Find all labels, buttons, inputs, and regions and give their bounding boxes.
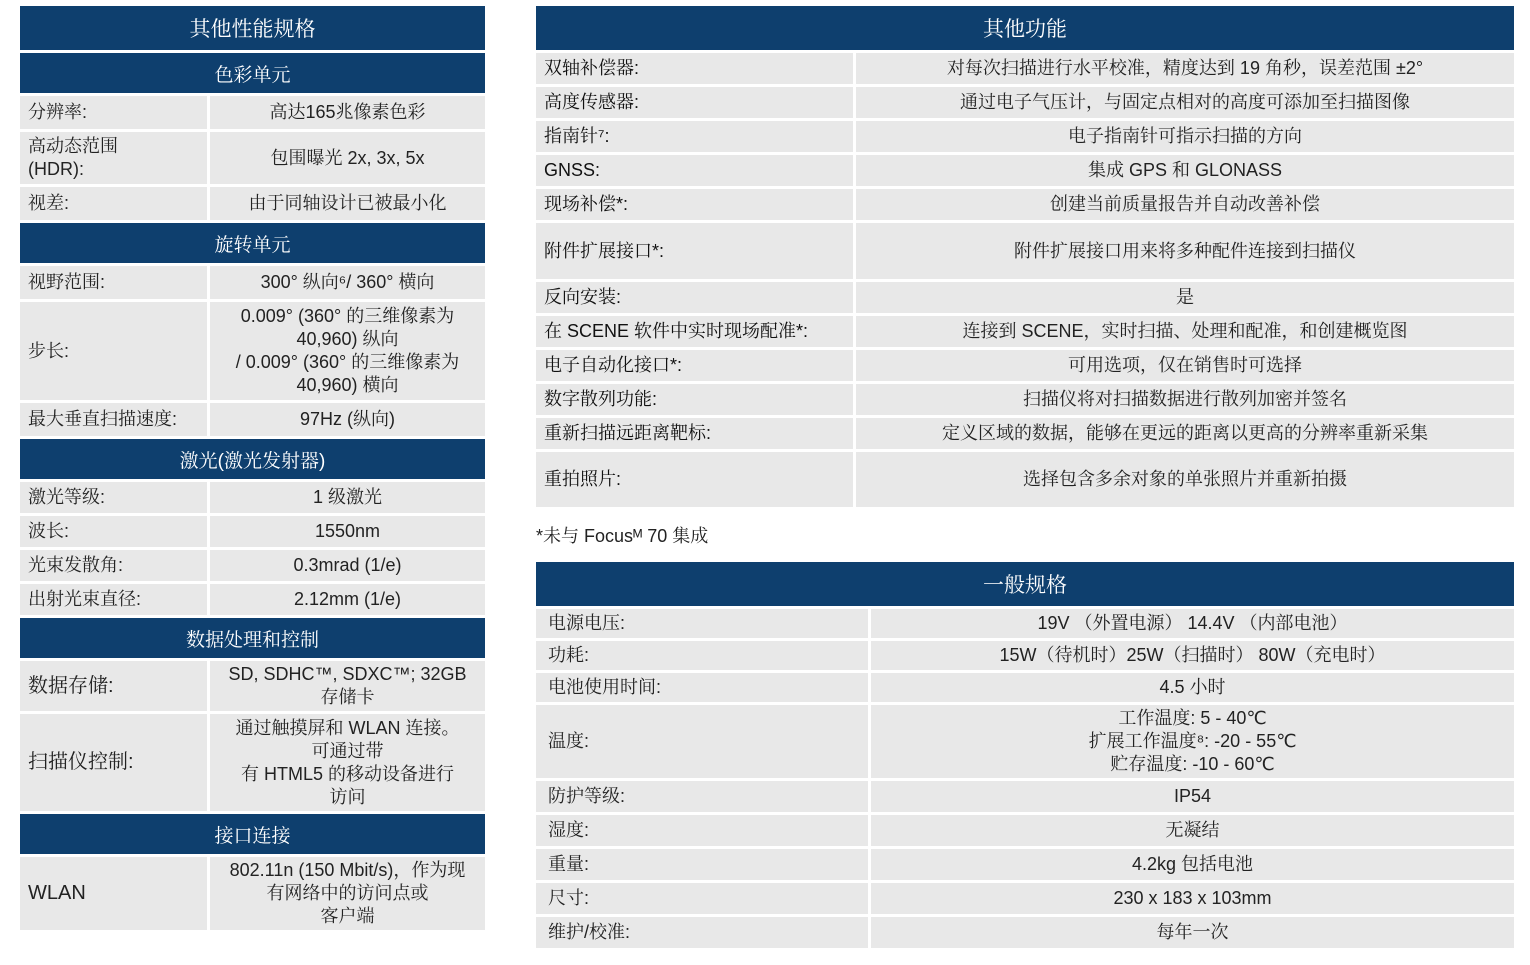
spec-row	[20, 513, 485, 547]
spec-row	[536, 347, 1514, 381]
spec-row	[536, 50, 1514, 84]
footnote: *未与 Focusᴹ 70 集成	[536, 526, 709, 546]
spec-row	[20, 479, 485, 513]
spec-row	[536, 846, 1514, 880]
spec-value: 1 级激光	[210, 482, 485, 513]
spec-label: 尺寸:	[536, 883, 868, 914]
spec-row	[536, 880, 1514, 914]
spec-label: GNSS:	[536, 155, 853, 186]
spec-value: 包围曝光 2x, 3x, 5x	[210, 132, 485, 184]
section-header: 数据处理和控制	[20, 615, 485, 658]
spec-value: 1550nm	[210, 516, 485, 547]
spec-row	[536, 702, 1514, 778]
spec-label: 重拍照片:	[536, 452, 853, 507]
spec-row	[20, 400, 485, 436]
spec-row	[20, 854, 485, 930]
spec-value: 创建当前质量报告并自动改善补偿	[856, 189, 1514, 220]
spec-value: 300° 纵向⁶/ 360° 横向	[210, 266, 485, 299]
spec-value: 15W（待机时）25W（扫描时） 80W（充电时）	[871, 641, 1514, 670]
spec-value: 由于同轴设计已被最小化	[210, 187, 485, 220]
spec-value: IP54	[871, 781, 1514, 812]
spec-label: 数据存储:	[20, 661, 207, 711]
general-specs-body	[536, 606, 1514, 948]
spec-row	[536, 118, 1514, 152]
spec-row	[20, 581, 485, 615]
general-specs-panel	[536, 562, 1514, 948]
spec-label: 电池使用时间:	[536, 673, 868, 702]
spec-label: 光束发散角:	[20, 550, 207, 581]
spec-label: 最大垂直扫描速度:	[20, 403, 207, 436]
other-features-panel	[536, 6, 1514, 507]
spec-value: 通过电子气压计，与固定点相对的高度可添加至扫描图像	[856, 87, 1514, 118]
spec-label: 视差:	[20, 187, 207, 220]
spec-value: 每年一次	[871, 917, 1514, 948]
spec-label: 双轴补偿器:	[536, 53, 853, 84]
spec-label: 分辨率:	[20, 96, 207, 129]
spec-row	[536, 152, 1514, 186]
general-specs-title: 一般规格	[536, 562, 1514, 606]
spec-row	[536, 186, 1514, 220]
spec-label: 防护等级:	[536, 781, 868, 812]
spec-label: 扫描仪控制:	[20, 714, 207, 811]
spec-value: 定义区域的数据，能够在更远的距离以更高的分辨率重新采集	[856, 418, 1514, 449]
spec-label: 出射光束直径:	[20, 584, 207, 615]
spec-label: 湿度:	[536, 815, 868, 846]
spec-row	[536, 670, 1514, 702]
spec-row	[20, 658, 485, 711]
spec-label: 数字散列功能:	[536, 384, 853, 415]
spec-row	[536, 914, 1514, 948]
spec-label: 温度:	[536, 705, 868, 778]
spec-value: 0.3mrad (1/e)	[210, 550, 485, 581]
spec-value: 0.009° (360° 的三维像素为 40,960) 纵向 / 0.009° (360° 的三维像素为 40,960) 横向	[210, 302, 485, 400]
spec-value: 4.2kg 包括电池	[871, 849, 1514, 880]
spec-label: 附件扩展接口*:	[536, 223, 853, 279]
spec-value: 对每次扫描进行水平校准，精度达到 19 角秒，误差范围 ±2°	[856, 53, 1514, 84]
other-features-title: 其他功能	[536, 6, 1514, 50]
spec-row	[20, 184, 485, 220]
spec-label: 视野范围:	[20, 266, 207, 299]
spec-row	[20, 299, 485, 400]
spec-value: 集成 GPS 和 GLONASS	[856, 155, 1514, 186]
spec-row	[536, 606, 1514, 638]
spec-row	[20, 711, 485, 811]
spec-label: 激光等级:	[20, 482, 207, 513]
spec-value: 无凝结	[871, 815, 1514, 846]
spec-value: 选择包含多余对象的单张照片并重新拍摄	[856, 452, 1514, 507]
section-header: 旋转单元	[20, 220, 485, 263]
spec-value: 19V （外置电源） 14.4V （内部电池）	[871, 609, 1514, 638]
spec-label: 高动态范围 (HDR):	[20, 132, 207, 184]
spec-value: 是	[856, 282, 1514, 313]
spec-row	[536, 449, 1514, 507]
spec-value: 230 x 183 x 103mm	[871, 883, 1514, 914]
spec-value: 电子指南针可指示扫描的方向	[856, 121, 1514, 152]
spec-value: 4.5 小时	[871, 673, 1514, 702]
other-features-body	[536, 50, 1514, 507]
spec-label: 电子自动化接口*:	[536, 350, 853, 381]
performance-specs-body	[20, 50, 485, 930]
spec-label: 步长:	[20, 302, 207, 400]
spec-label: 维护/校准:	[536, 917, 868, 948]
spec-row	[536, 313, 1514, 347]
spec-label: 电源电压:	[536, 609, 868, 638]
spec-row	[536, 220, 1514, 279]
spec-value: 附件扩展接口用来将多种配件连接到扫描仪	[856, 223, 1514, 279]
section-header: 激光(激光发射器)	[20, 436, 485, 479]
spec-label: 反向安装:	[536, 282, 853, 313]
spec-value: 802.11n (150 Mbit/s)，作为现 有网络中的访问点或 客户端	[210, 857, 485, 930]
spec-label: WLAN	[20, 857, 207, 930]
spec-label: 波长:	[20, 516, 207, 547]
spec-value: 高达165兆像素色彩	[210, 96, 485, 129]
spec-row	[20, 93, 485, 129]
spec-row	[536, 381, 1514, 415]
spec-row	[20, 129, 485, 184]
section-header: 接口连接	[20, 811, 485, 854]
spec-value: 97Hz (纵向)	[210, 403, 485, 436]
spec-value: 工作温度: 5 - 40℃ 扩展工作温度⁸: -20 - 55℃ 贮存温度: -10 - 60℃	[871, 705, 1514, 778]
spec-row	[536, 415, 1514, 449]
spec-row	[536, 279, 1514, 313]
spec-label: 重量:	[536, 849, 868, 880]
spec-row	[536, 778, 1514, 812]
spec-label: 指南针⁷:	[536, 121, 853, 152]
spec-row	[20, 263, 485, 299]
performance-specs-panel	[20, 6, 485, 930]
spec-value: 可用选项，仅在销售时可选择	[856, 350, 1514, 381]
spec-row	[20, 547, 485, 581]
performance-specs-title: 其他性能规格	[20, 6, 485, 50]
spec-value: 扫描仪将对扫描数据进行散列加密并签名	[856, 384, 1514, 415]
spec-label: 现场补偿*:	[536, 189, 853, 220]
spec-row	[536, 638, 1514, 670]
spec-label: 重新扫描远距离靶标:	[536, 418, 853, 449]
spec-value: SD, SDHC™, SDXC™; 32GB 存储卡	[210, 661, 485, 711]
spec-label: 高度传感器:	[536, 87, 853, 118]
spec-label: 在 SCENE 软件中实时现场配准*:	[536, 316, 853, 347]
section-header: 色彩单元	[20, 50, 485, 93]
spec-value: 连接到 SCENE，实时扫描、处理和配准，和创建概览图	[856, 316, 1514, 347]
spec-row	[536, 84, 1514, 118]
spec-value: 通过触摸屏和 WLAN 连接。 可通过带 有 HTML5 的移动设备进行 访问	[210, 714, 485, 811]
spec-row	[536, 812, 1514, 846]
spec-value: 2.12mm (1/e)	[210, 584, 485, 615]
spec-label: 功耗:	[536, 641, 868, 670]
